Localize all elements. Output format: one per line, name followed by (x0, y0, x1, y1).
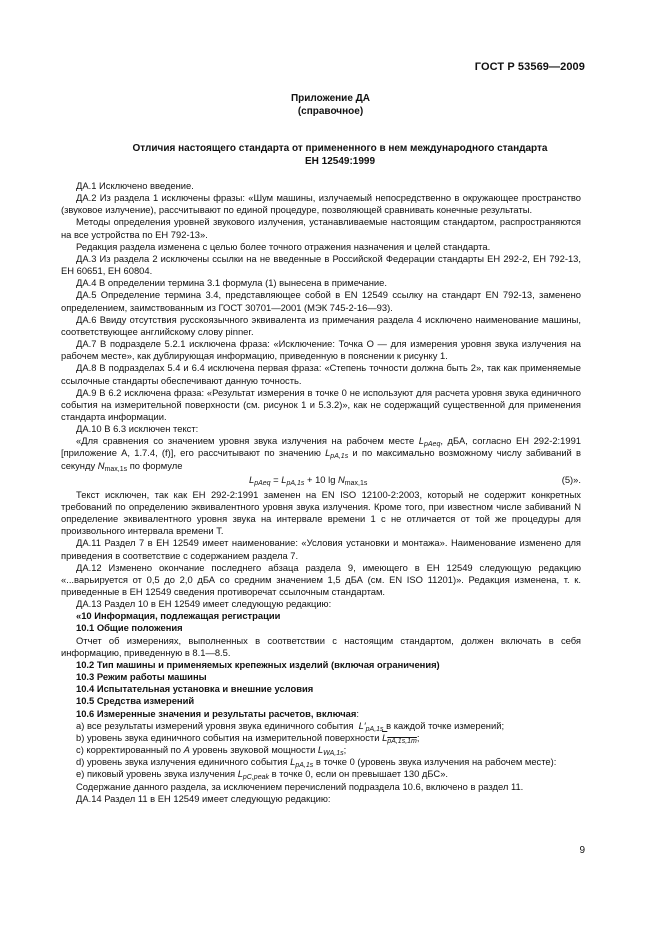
paragraph-da2-continued: Методы определения уровней звукового излучения, устанавливаемые настоящим стандартом, распространяются на все устройства по ЕН 792-13». (61, 216, 581, 240)
paragraph-da4: ДА.4 В определении термина 3.1 формула (1) вынесена в примечание. (76, 277, 387, 289)
paragraph-da1: ДА.1 Исключено введение. (76, 180, 194, 191)
paragraph-da2-note: Редакция раздела изменена с целью более точного отражения назначения и целей стандарта. (76, 240, 491, 252)
annex-heading (0, 92, 661, 118)
paragraph-da12: ДА.12 Изменено окончание последнего абзаца раздела 9, имеющего в ЕН 12549 следующую редакцию «...варьируется от 0,5 до 2,0 дБА со средним значением 1,5 дБА (см. EN ISO 11201)». Редакция изменена, т. к. приведенные в ЕН 12549 сведения противоречат ссылочным стандартам. (61, 561, 581, 597)
paragraph-da8: ДА.8 В подразделах 5.4 и 6.4 исключена первая фраза: «Степень точности должна быть 2», так как применяемые ссылочные стандарты обеспечивают данную точность. (61, 362, 581, 386)
list-item-e: е) пиковый уровень звука излучения $L_{pC,peak}$ в точке 0, если он превышает 130 дБС». (76, 768, 449, 782)
annex-title: Приложение ДА (290, 93, 371, 104)
title-line-1: Отличия настоящего стандарта от примененного в нем международного стандарта (132, 143, 548, 154)
formula-expression: $L_{pAeq} = L_{pA,1s} + 10$ $\lg N_{max,1s}$ (249, 473, 368, 487)
quoted-section-10: «10 Информация, подлежащая регистрации (76, 610, 281, 622)
paragraph-da5: ДА.5 Определение термина 3.4, представляющее собой в EN 12549 ссылку на стандарт EN 792-13, заменено определением, заимствованным из ГОСТ 30701—2001 (МЭК 745-2-16—93). (61, 289, 581, 313)
section-title (60, 142, 620, 168)
quoted-section-10-4: 10.4 Испытательная установка и внешние условия (76, 683, 314, 695)
quoted-section-10-1: 10.1 Общие положения (76, 622, 183, 634)
paragraph-da13: ДА.13 Раздел 10 в ЕН 12549 имеет следующую редакцию: (76, 598, 332, 610)
paragraph-da14: ДА.14 Раздел 11 в ЕН 12549 имеет следующую редакцию: (76, 792, 331, 804)
paragraph-after-formula: Текст исключен, так как ЕН 292-2:1991 заменен на EN ISO 12100-2:2003, который не содержит конкретных требований по определению эквивалентного уровня звука излучения. Кроме того, при известном числе забиваний N определение эквивалентного уровня звука на интервале времени 1 с не отличается от той же процедуры для произвольного интервала времени T. (61, 488, 581, 537)
page-number: 9 (579, 845, 585, 856)
paragraph-da7: ДА.7 В подразделе 5.2.1 исключена фраза: «Исключение: Точка О — для измерения уровня звука излучения на рабочем месте», как дублирующая информацию, приведенную в пояснении к рисунку 1. (61, 338, 581, 362)
quoted-section-10-3: 10.3 Режим работы машины (76, 671, 207, 683)
paragraph-da6: ДА.6 Ввиду отсутствия русскоязычного эквивалента из примечания раздела 4 исключено наименование машины, соответствующее английскому слову pinner. (61, 313, 581, 337)
paragraph-da10: ДА.10 В 6.3 исключен текст: (76, 423, 199, 435)
quoted-section-10-2: 10.2 Тип машины и применяемых крепежных изделий (включая ограничения) (76, 658, 440, 670)
title-line-2: ЕН 12549:1999 (304, 156, 376, 167)
list-item-a: а) все результаты измерений уровня звука единичного события $L'_{pA,1s}$ в каждой точке измерений; (76, 719, 505, 733)
list-item-b: b) уровень звука единичного события на измерительной поверхности $\overline{L}_{pA,1s,1m}$; (76, 731, 420, 745)
paragraph-content-note: Содержание данного раздела, за исключением перечислений подраздела 10.6, включено в раздел 11. (76, 780, 524, 792)
paragraph-da3: ДА.3 Из раздела 2 исключены ссылки на не введенные в Российской Федерации стандарты ЕН 292-2, ЕН 792-13, ЕН 60651, ЕН 60804. (61, 252, 581, 277)
quoted-section-10-6: 10.6 Измеренные значения и результаты расчетов, включая: (76, 707, 359, 719)
body-text (61, 180, 581, 805)
paragraph-da2: ДА.2 Из раздела 1 исключены фразы: «Шум машины, излучаемый непосредственно в окружающее пространство (звуковое излучение), рассчитывают по единой процедуре, позволяющей сравнивать конечные результаты. (61, 192, 581, 216)
annex-type: (справочное) (297, 106, 364, 117)
standard-number: ГОСТ Р 53569—2009 (474, 61, 585, 73)
formula-number: (5)». (561, 473, 581, 485)
paragraph-da11: ДА.11 Раздел 7 в ЕН 12549 имеет наименование: «Условия установки и монтажа». Наименование изменено для приведения в соответствие с содержанием раздела 7. (61, 537, 581, 561)
formula-5 (61, 472, 581, 489)
list-item-c: с) корректированный по A уровень звуковой мощности $L_{WA,1s}$; (76, 744, 347, 758)
quoted-paragraph: «Для сравнения со значением уровня звука излучения на рабочем месте $L_{pAeq}$, дБА, согласно ЕН 292-2:1991 [приложение А, 1.7.4, (f)], его рассчитывают по значению $L_{pA,1s}$ и по максимально возможному числу забиваний в секунду $N_{max,1s}$ по формуле (61, 435, 582, 473)
quoted-section-10-5: 10.5 Средства измерений (76, 695, 195, 707)
quoted-section-10-1-text: Отчет об измерениях, выполненных в соответствии с настоящим стандартом, должен включать в себя информацию, приведенную в 8.1—8.5. (61, 634, 581, 658)
paragraph-da9: ДА.9 В 6.2 исключена фраза: «Результат измерения в точке 0 не используют для расчета уровня звука единичного события на измерительной поверхности (см. рисунок 1 и 5.3.2)», как не содержащий существенной для применения стандарта информации. (61, 386, 581, 422)
list-item-d: d) уровень звука излучения единичного события $L_{pA,1s}$ в точке 0 (уровень звука излучения на рабочем месте): (76, 756, 557, 770)
